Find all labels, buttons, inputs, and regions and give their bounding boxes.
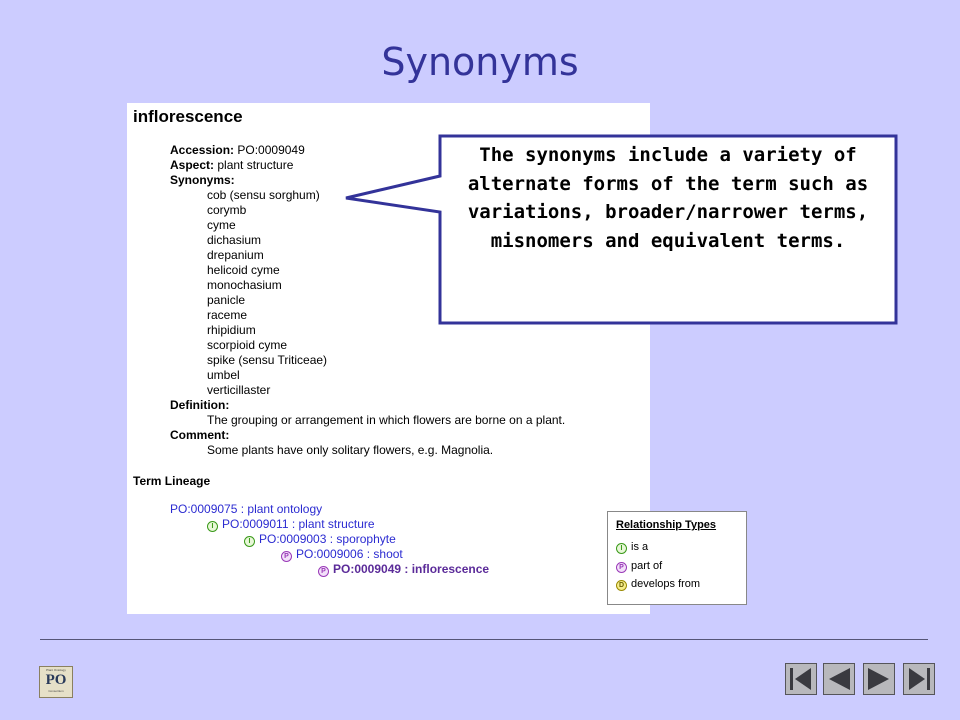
legend-item-part-of <box>616 560 662 574</box>
lineage-link[interactable]: PO:0009075 : plant ontology <box>170 502 323 516</box>
accession-value: PO:0009049 <box>237 143 305 157</box>
lineage-link[interactable]: PO:0009011 : plant structure <box>222 517 375 531</box>
legend-label: is a <box>631 541 649 553</box>
synonym-item: verticillaster <box>207 383 271 397</box>
synonym-item: cyme <box>207 218 236 232</box>
previous-slide-button[interactable] <box>823 663 855 695</box>
relationship-types-legend <box>607 511 747 605</box>
is-a-icon: I <box>244 536 255 547</box>
logo-main-text: PO <box>45 672 67 688</box>
lineage-current-term: PO:0009049 : inflorescence <box>333 562 490 576</box>
comment-label: Comment: <box>170 428 230 442</box>
synonym-item: rhipidium <box>207 323 256 337</box>
synonym-item: panicle <box>207 293 246 307</box>
part-of-icon: P <box>318 566 329 577</box>
comment-text: Some plants have only solitary flowers, e.g. Magnolia. <box>207 443 494 457</box>
logo-top-text: Plant Ontology <box>46 668 66 672</box>
next-slide-icon <box>865 665 893 693</box>
next-slide-button[interactable] <box>863 663 895 695</box>
legend-item-is-a <box>616 541 648 555</box>
first-slide-button[interactable] <box>785 663 817 695</box>
previous-slide-icon <box>825 665 853 693</box>
legend-item-develops-from <box>616 578 700 592</box>
footer-divider <box>40 639 928 640</box>
last-slide-icon <box>905 665 933 693</box>
synonym-item: scorpioid cyme <box>207 338 288 352</box>
is-a-icon: I <box>207 521 218 532</box>
synonym-item: spike (sensu Triticeae) <box>207 353 328 367</box>
is-a-icon: I <box>616 543 627 554</box>
plant-ontology-logo <box>39 666 73 698</box>
accession-label: Accession: <box>170 143 235 157</box>
synonym-item: helicoid cyme <box>207 263 280 277</box>
last-slide-button[interactable] <box>903 663 935 695</box>
synonym-item: drepanium <box>207 248 264 262</box>
synonyms-label: Synonyms: <box>170 173 235 187</box>
relationship-types-title: Relationship Types <box>616 519 717 531</box>
synonym-item: umbel <box>207 368 240 382</box>
synonym-item: cob (sensu sorghum) <box>207 188 320 202</box>
synonym-item: corymb <box>207 203 247 217</box>
aspect-value: plant structure <box>217 158 294 172</box>
definition-text: The grouping or arrangement in which flowers are borne on a plant. <box>207 413 566 427</box>
first-slide-icon <box>787 665 815 693</box>
lineage-link[interactable]: PO:0009006 : shoot <box>296 547 403 561</box>
part-of-icon: P <box>616 562 627 573</box>
definition-label: Definition: <box>170 398 230 412</box>
term-lineage-heading: Term Lineage <box>133 474 211 488</box>
part-of-icon: P <box>281 551 292 562</box>
synonym-item: monochasium <box>207 278 282 292</box>
term-name: inflorescence <box>133 107 243 126</box>
synonym-item: raceme <box>207 308 248 322</box>
synonym-item: dichasium <box>207 233 262 247</box>
lineage-link[interactable]: PO:0009003 : sporophyte <box>259 532 396 546</box>
slide-title: Synonyms <box>381 40 579 84</box>
logo-bottom-text: Consortium <box>48 689 64 693</box>
legend-label: develops from <box>631 578 701 590</box>
aspect-label: Aspect: <box>170 158 215 172</box>
legend-label: part of <box>631 560 663 572</box>
callout-text: The synonyms include a variety of alternate forms of the term such as variations, broader/narrower terms, misnomers and equivalent terms. <box>467 144 869 252</box>
develops-from-icon: D <box>616 580 627 591</box>
